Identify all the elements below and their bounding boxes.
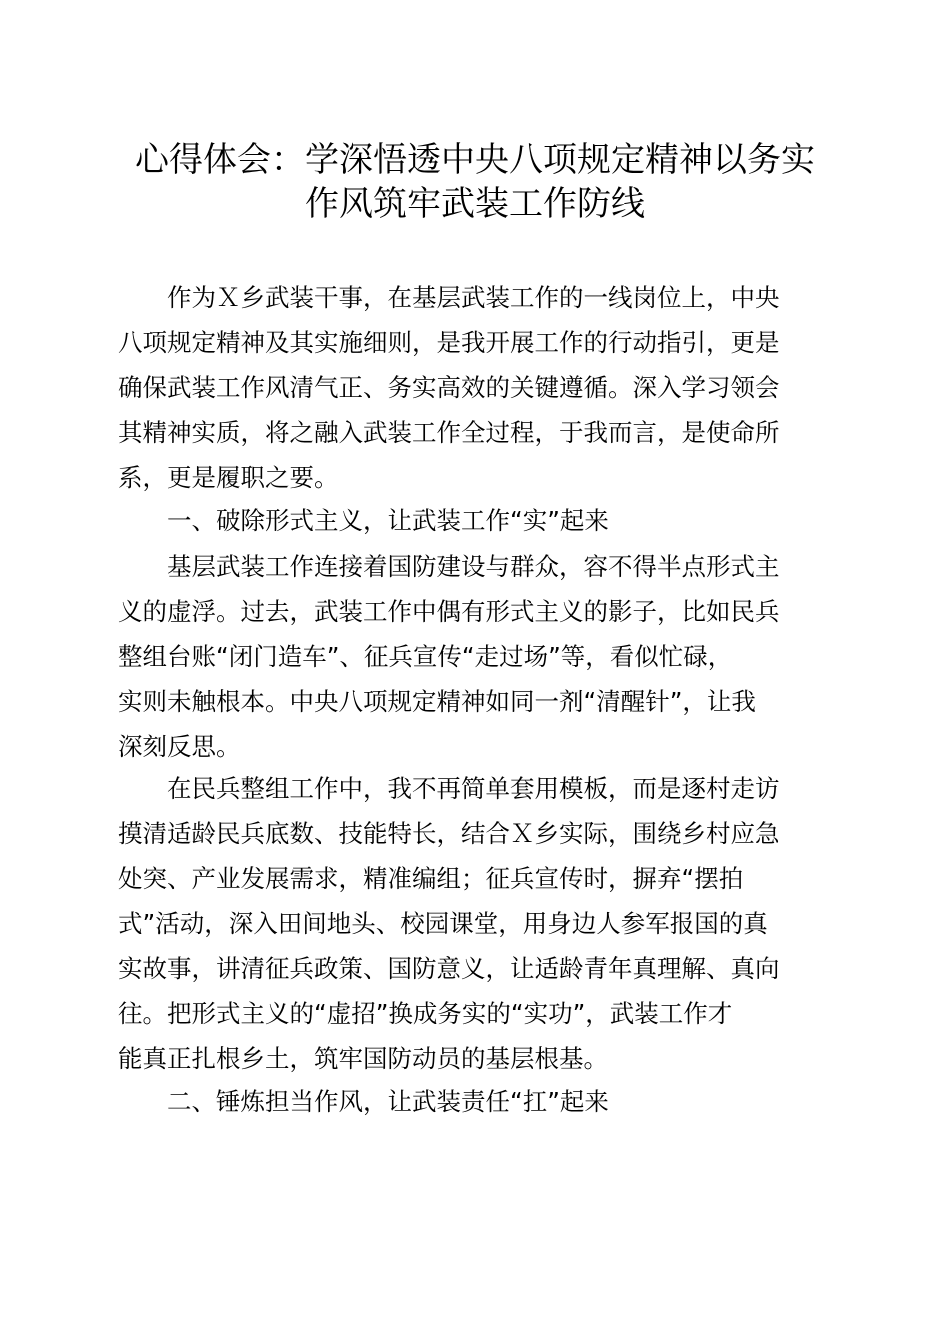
paragraph-line: 实故事，讲清征兵政策、国防意义，让适龄青年真理解、真向 [118,954,780,983]
paragraph-line: 整组台账“闭门造车”、征兵宣传“走过场”等，看似忙碌， [118,642,733,671]
section-heading: 二、锤炼担当作风，让武装责任“扛”起来 [167,1087,609,1116]
paragraph-line: 能真正扎根乡土，筑牢国防动员的基层根基。 [118,1044,608,1073]
paragraph-line: 往。把形式主义的“虚招”换成务实的“实功”，武装工作才 [118,999,733,1028]
paragraph-line: 摸清适龄民兵底数、技能特长，结合Ｘ乡实际，围绕乡村应急 [118,819,780,848]
paragraph-line: 义的虚浮。过去，武装工作中偶有形式主义的影子，比如民兵 [118,597,780,626]
paragraph-line: 实则未触根本。中央八项规定精神如同一剂“清醒针”，让我 [118,687,756,716]
paragraph-line: 系，更是履职之要。 [118,463,339,492]
paragraph-line: 式”活动，深入田间地头、校园课堂，用身边人参军报国的真 [118,909,768,938]
paragraph-line: 确保武装工作风清气正、务实高效的关键遵循。深入学习领会 [118,373,780,402]
paragraph-line: 八项规定精神及其实施细则，是我开展工作的行动指引，更是 [118,328,780,357]
paragraph-line: 深刻反思。 [118,732,241,761]
paragraph-line: 在民兵整组工作中，我不再简单套用模板，而是逐村走访 [167,774,780,803]
paragraph-line: 基层武装工作连接着国防建设与群众，容不得半点形式主 [167,552,780,581]
paragraph-line: 作为Ｘ乡武装干事，在基层武装工作的一线岗位上，中央 [167,283,780,312]
document-title-line-2: 作风筑牢武装工作防线 [305,184,645,224]
paragraph-line: 处突、产业发展需求，精准编组；征兵宣传时，摒弃“摆拍 [118,864,744,893]
section-heading: 一、破除形式主义，让武装工作“实”起来 [167,506,609,535]
paragraph-line: 其精神实质，将之融入武装工作全过程，于我而言，是使命所 [118,418,780,447]
document-title-line-1: 心得体会：学深悟透中央八项规定精神以务实 [135,140,815,180]
